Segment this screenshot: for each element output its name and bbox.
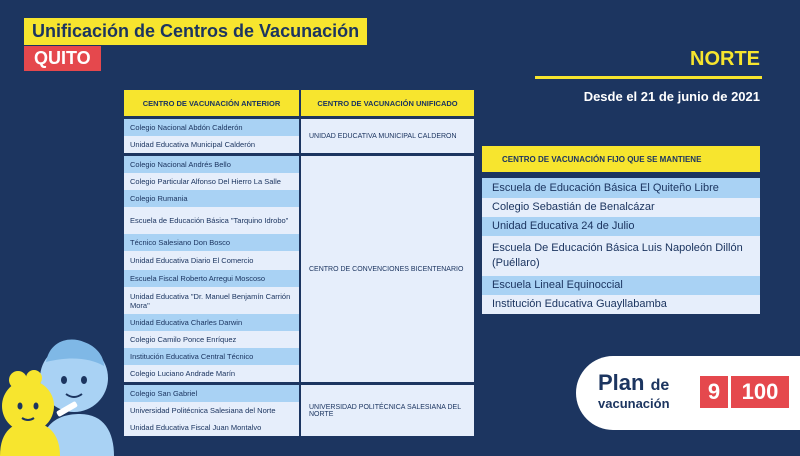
list-item: Escuela de Educación Básica El Quiteño Libre (482, 178, 760, 198)
list-item: Colegio Camilo Ponce Enríquez (124, 331, 299, 348)
logo-de-word: de (650, 377, 670, 394)
list-item: Unidad Educativa Fiscal Juan Montalvo (124, 419, 299, 436)
list-item: Escuela Fiscal Roberto Arregui Moscoso (124, 270, 299, 287)
mascot-blue-eye (81, 376, 87, 384)
mascot-yellow-head (2, 380, 54, 432)
unification-group-bicentenario (124, 156, 474, 382)
list-item: Técnico Salesiano Don Bosco (124, 234, 299, 251)
list-item: Colegio Nacional Abdón Calderón (124, 119, 299, 136)
mascot-yellow-hair (26, 370, 42, 386)
list-item: Colegio Particular Alfonso Del Hierro La Salle (124, 173, 299, 190)
list-item: Colegio Rumania (124, 190, 299, 207)
unification-group-ups (124, 385, 474, 436)
zone-underline (535, 76, 762, 79)
list-item: Unidad Educativa Diario El Comercio (124, 251, 299, 270)
unified-center: UNIDAD EDUCATIVA MUNICIPAL CALDERON (301, 119, 474, 153)
unified-center: CENTRO DE CONVENCIONES BICENTENARIO (301, 156, 474, 382)
logo-hundred-badge: 100 (731, 376, 789, 408)
page-title: Unificación de Centros de Vacunación (24, 18, 367, 45)
mascot-yellow-eye (18, 403, 23, 410)
list-item: Escuela De Educación Básica Luis Napoleón Dillón (Puéllaro) (482, 236, 760, 276)
list-item: Colegio San Gabriel (124, 385, 299, 402)
list-item: Universidad Politécnica Salesiana del Norte (124, 402, 299, 419)
list-item: Unidad Educativa Charles Darwin (124, 314, 299, 331)
mascot-illustration (0, 322, 120, 456)
list-item: Colegio Nacional Andrés Bello (124, 156, 299, 173)
unified-center: UNIVERSIDAD POLITÉCNICA SALESIANA DEL NORTE (301, 385, 474, 436)
list-item: Institución Educativa Guayllabamba (482, 295, 760, 314)
list-item: Unidad Educativa "Dr. Manuel Benjamín Carrión Mora" (124, 287, 299, 314)
logo-vacunacion-word: vacunación (598, 396, 670, 411)
logo-plan-word: Plan (598, 370, 645, 395)
fixed-centers-header: CENTRO DE VACUNACIÓN FIJO QUE SE MANTIENE (482, 146, 760, 172)
list-item: Colegio Luciano Andrade Marín (124, 365, 299, 382)
unification-table-header (124, 90, 474, 116)
logo-nine-badge: 9 (700, 376, 728, 408)
mascot-blue-eye (61, 376, 67, 384)
list-item: Unidad Educativa 24 de Julio (482, 217, 760, 236)
unification-table (124, 90, 474, 436)
list-item: Colegio Sebastián de Benalcázar (482, 198, 760, 217)
list-item: Escuela de Educación Básica "Tarquino Idrobo" (124, 207, 299, 234)
zone-title: NORTE (690, 48, 760, 70)
header-previous-center: CENTRO DE VACUNACIÓN ANTERIOR (124, 90, 299, 116)
unification-group-calderon (124, 119, 474, 153)
mascot-yellow-eye (34, 403, 39, 410)
effective-date: Desde el 21 de junio de 2021 (583, 89, 760, 104)
list-item: Unidad Educativa Municipal Calderón (124, 136, 299, 153)
list-item: Escuela Lineal Equinoccial (482, 276, 760, 295)
fixed-centers-table (482, 146, 760, 314)
header-unified-center: CENTRO DE VACUNACIÓN UNIFICADO (301, 90, 474, 116)
city-badge: QUITO (24, 46, 101, 71)
logo-plan (598, 372, 669, 397)
list-item: Institución Educativa Central Técnico (124, 348, 299, 365)
mascot-yellow-hair (9, 371, 27, 389)
